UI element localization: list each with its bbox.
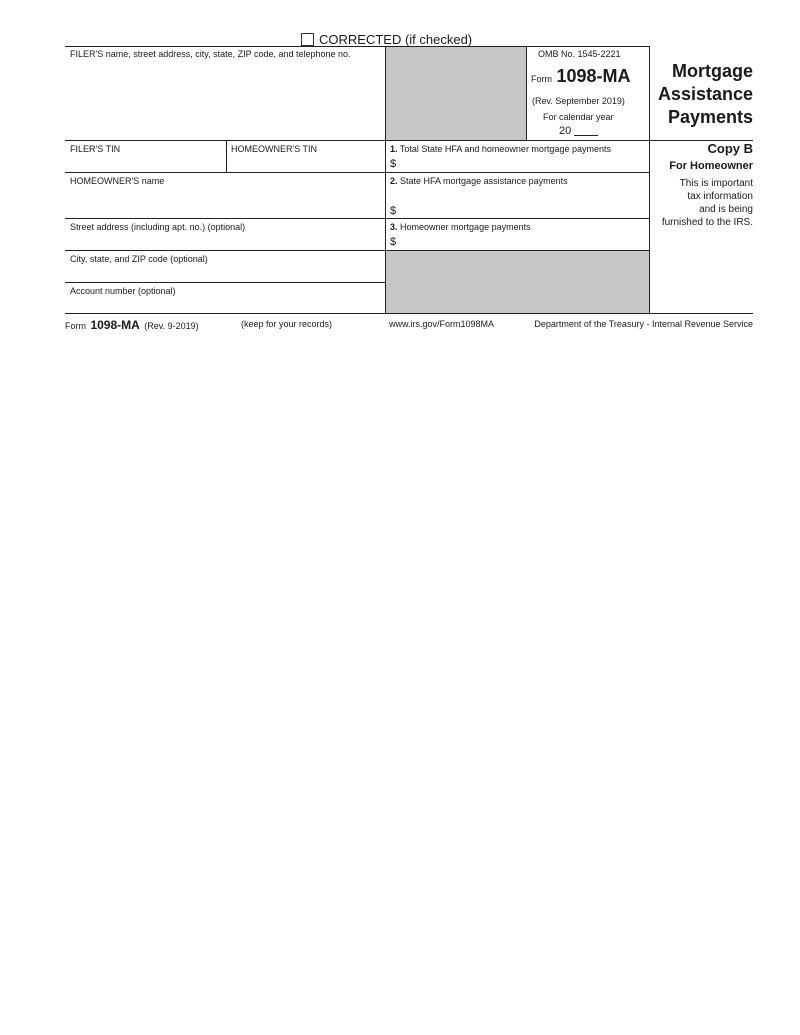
filer-tin-label: FILER'S TIN: [70, 144, 121, 154]
omb-number: OMB No. 1545-2221: [538, 49, 621, 59]
homeowner-name-field[interactable]: [66, 188, 384, 217]
box-3-amount-field[interactable]: [400, 234, 648, 249]
copy-note-3: and is being: [699, 204, 753, 215]
box-1-amount-field[interactable]: [400, 156, 648, 171]
homeowner-tin-label: HOMEOWNER'S TIN: [231, 144, 318, 154]
footer-form-prefix: Form: [65, 321, 86, 331]
corrected-checkbox[interactable]: [301, 33, 314, 46]
box-3-currency: $: [390, 236, 397, 248]
city-state-zip-label: City, state, and ZIP code (optional): [70, 254, 208, 264]
box-3-label: 3. Homeowner mortgage payments: [390, 222, 531, 232]
footer-revision: (Rev. 9-2019): [144, 321, 199, 331]
box-2-currency: $: [390, 205, 397, 217]
title-line-1: Mortgage: [672, 61, 753, 81]
account-number-label: Account number (optional): [70, 286, 176, 296]
copy-note-1: This is important: [679, 178, 753, 189]
form-prefix: Form: [531, 74, 552, 84]
calendar-year-prefix: 20: [559, 125, 572, 137]
calendar-year-field[interactable]: [574, 135, 598, 136]
footer-department: Department of the Treasury - Internal Revenue Service: [534, 319, 753, 329]
copy-panel: [662, 141, 753, 229]
street-address-label: Street address (including apt. no.) (optional): [70, 222, 246, 232]
homeowner-name-label: HOMEOWNER'S name: [70, 176, 165, 186]
box-1-currency: $: [390, 158, 397, 170]
footer-keep: (keep for your records): [241, 319, 333, 329]
title-line-2: Assistance: [657, 84, 753, 104]
homeowner-tin-field[interactable]: [227, 155, 384, 171]
form-number: 1098-MA: [556, 66, 631, 86]
box-2-label: 2. State HFA mortgage assistance payments: [390, 176, 568, 186]
account-number-field[interactable]: [66, 297, 384, 312]
calendar-year-label: For calendar year: [543, 112, 614, 122]
city-state-zip-field[interactable]: [66, 265, 384, 281]
form-id: [531, 66, 630, 87]
form-revision: (Rev. September 2019): [532, 96, 625, 106]
footer-url: www.irs.gov/Form1098MA: [389, 319, 495, 329]
filer-tin-field[interactable]: [66, 155, 225, 171]
form-title: [658, 60, 753, 129]
corrected-label: CORRECTED (if checked): [319, 32, 473, 47]
box-2-amount-field[interactable]: [400, 202, 648, 217]
filer-name-field[interactable]: [66, 62, 384, 139]
footer-form-id: [65, 316, 199, 334]
copy-label: Copy B: [707, 141, 753, 156]
street-address-field[interactable]: [66, 233, 384, 249]
shaded-area-top: [386, 47, 526, 140]
footer-form-number: 1098-MA: [90, 318, 140, 332]
title-line-3: Payments: [667, 107, 753, 127]
shaded-area-bottom: [386, 251, 649, 313]
copy-note-4: furnished to the IRS.: [661, 217, 753, 228]
box-1-label: 1. Total State HFA and homeowner mortgage payments: [390, 144, 611, 154]
copy-for: For Homeowner: [669, 160, 753, 172]
copy-note-2: tax information: [687, 191, 753, 202]
filer-name-label: FILER'S name, street address, city, state, ZIP code, and telephone no.: [70, 49, 351, 59]
